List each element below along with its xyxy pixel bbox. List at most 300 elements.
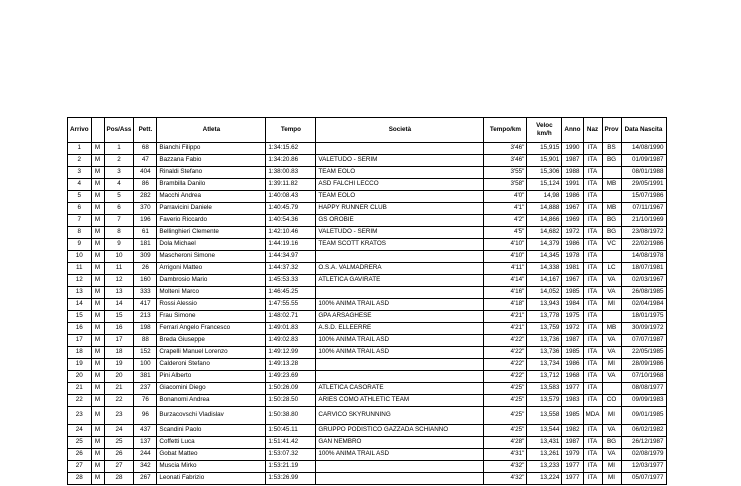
table-row <box>68 239 667 251</box>
cell-naz: ITA <box>583 203 602 215</box>
cell-pett: 137 <box>134 437 157 449</box>
cell-atleta: Molteni Marco <box>157 287 266 299</box>
cell-pett: 244 <box>134 449 157 461</box>
cell-arrivo: 15 <box>68 311 92 323</box>
cell-data-nascita: 02/08/1979 <box>621 449 666 461</box>
cell-anno: 1985 <box>562 407 583 425</box>
cell-tempo: 1:50:45.11 <box>266 425 316 437</box>
cell-data-nascita: 18/07/1981 <box>621 263 666 275</box>
cell-anno: 1985 <box>562 347 583 359</box>
cell-data-nascita: 12/03/1977 <box>621 461 666 473</box>
cell-pett: 61 <box>134 227 157 239</box>
cell-atleta: Frau Simone <box>157 311 266 323</box>
table-row <box>68 155 667 167</box>
cell-societa: GRUPPO PODISTICO GAZZADA SCHIANNO <box>316 425 484 437</box>
table-row <box>68 359 667 371</box>
cell-arrivo: 13 <box>68 287 92 299</box>
col-header-atleta: Atleta <box>157 118 266 143</box>
table-row <box>68 167 667 179</box>
cell-arrivo: 11 <box>68 263 92 275</box>
cell-tempo: 1:40:08.43 <box>266 191 316 203</box>
cell-societa: ASD FALCHI LECCO <box>316 179 484 191</box>
cell-veloc: 14,379 <box>527 239 562 251</box>
table-row <box>68 263 667 275</box>
cell-veloc: 13,759 <box>527 323 562 335</box>
cell-naz: ITA <box>583 299 602 311</box>
cell-tempo: 1:50:26.09 <box>266 383 316 395</box>
cell-tempo: 1:38:00.83 <box>266 167 316 179</box>
col-header-veloc: Veloc km/h <box>527 118 562 143</box>
cell-data-nascita: 02/03/1967 <box>621 275 666 287</box>
cell-pos-ass: 23 <box>104 407 134 425</box>
cell-tempo: 1:34:20.86 <box>266 155 316 167</box>
col-header-arrivo: Arrivo <box>68 118 92 143</box>
cell-tempo: 1:44:34.97 <box>266 251 316 263</box>
cell-anno: 1967 <box>562 275 583 287</box>
cell-atleta: Parravicini Daniele <box>157 203 266 215</box>
cell-societa: GAN NEMBRO <box>316 437 484 449</box>
cell-tempo-km: 4'18" <box>484 299 527 311</box>
cell-pos-ass: 11 <box>104 263 134 275</box>
cell-anno: 1969 <box>562 215 583 227</box>
cell-pett: 381 <box>134 371 157 383</box>
cell-pos-ass: 3 <box>104 167 134 179</box>
cell-anno: 1978 <box>562 251 583 263</box>
cell-tempo-km: 3'58" <box>484 179 527 191</box>
cell-tempo: 1:39:11.82 <box>266 179 316 191</box>
cell-veloc: 13,233 <box>527 461 562 473</box>
cell-atleta: Ferrari Angelo Francesco <box>157 323 266 335</box>
cell-sex: M <box>91 239 104 251</box>
cell-societa: ATLETICA GAVIRATE <box>316 275 484 287</box>
cell-pos-ass: 13 <box>104 287 134 299</box>
cell-data-nascita: 02/04/1984 <box>621 299 666 311</box>
cell-prov: VC <box>602 239 621 251</box>
cell-veloc: 13,583 <box>527 383 562 395</box>
cell-tempo-km: 4'21" <box>484 323 527 335</box>
cell-prov: BG <box>602 155 621 167</box>
cell-tempo: 1:47:55.55 <box>266 299 316 311</box>
cell-data-nascita: 07/07/1987 <box>621 335 666 347</box>
cell-societa: HAPPY RUNNER CLUB <box>316 203 484 215</box>
cell-pett: 47 <box>134 155 157 167</box>
table-row <box>68 191 667 203</box>
cell-prov <box>602 383 621 395</box>
table-row <box>68 287 667 299</box>
cell-prov: VA <box>602 335 621 347</box>
cell-naz: ITA <box>583 371 602 383</box>
cell-anno: 1979 <box>562 449 583 461</box>
cell-sex: M <box>91 359 104 371</box>
cell-arrivo: 16 <box>68 323 92 335</box>
cell-prov: MI <box>602 407 621 425</box>
cell-veloc: 13,431 <box>527 437 562 449</box>
cell-tempo: 1:50:38.80 <box>266 407 316 425</box>
cell-tempo-km: 4'10" <box>484 251 527 263</box>
cell-anno: 1977 <box>562 473 583 485</box>
cell-atleta: Macchi Andrea <box>157 191 266 203</box>
cell-tempo: 1:42:10.46 <box>266 227 316 239</box>
cell-pos-ass: 25 <box>104 437 134 449</box>
cell-prov <box>602 191 621 203</box>
cell-atleta: Faverio Riccardo <box>157 215 266 227</box>
cell-prov: MI <box>602 359 621 371</box>
cell-data-nascita: 07/11/1967 <box>621 203 666 215</box>
cell-prov: MB <box>602 203 621 215</box>
cell-naz: ITA <box>583 155 602 167</box>
cell-anno: 1986 <box>562 359 583 371</box>
cell-naz: ITA <box>583 227 602 239</box>
cell-veloc: 13,544 <box>527 425 562 437</box>
cell-societa <box>316 371 484 383</box>
cell-prov: MB <box>602 323 621 335</box>
cell-anno: 1987 <box>562 335 583 347</box>
cell-pos-ass: 1 <box>104 143 134 155</box>
cell-pos-ass: 21 <box>104 383 134 395</box>
cell-pett: 333 <box>134 287 157 299</box>
cell-societa: TEAM EOLO <box>316 167 484 179</box>
cell-sex: M <box>91 299 104 311</box>
cell-tempo-km: 4'16" <box>484 287 527 299</box>
cell-sex: M <box>91 155 104 167</box>
table-row <box>68 299 667 311</box>
cell-pett: 309 <box>134 251 157 263</box>
cell-pett: 213 <box>134 311 157 323</box>
table-row <box>68 323 667 335</box>
cell-arrivo: 19 <box>68 359 92 371</box>
cell-pos-ass: 18 <box>104 347 134 359</box>
cell-prov: VA <box>602 425 621 437</box>
cell-societa: VALETUDO - SERIM <box>316 155 484 167</box>
cell-pos-ass: 2 <box>104 155 134 167</box>
cell-data-nascita: 22/05/1985 <box>621 347 666 359</box>
col-header-prov: Prov <box>602 118 621 143</box>
cell-tempo-km: 4'25" <box>484 425 527 437</box>
table-row <box>68 425 667 437</box>
cell-pett: 160 <box>134 275 157 287</box>
cell-naz: ITA <box>583 449 602 461</box>
cell-pett: 417 <box>134 299 157 311</box>
cell-societa: GPA ARSAGHESE <box>316 311 484 323</box>
cell-tempo: 1:51:41.42 <box>266 437 316 449</box>
cell-data-nascita: 26/12/1987 <box>621 437 666 449</box>
cell-naz: ITA <box>583 359 602 371</box>
cell-tempo: 1:49:02.83 <box>266 335 316 347</box>
cell-anno: 1986 <box>562 239 583 251</box>
cell-atleta: Crapelli Manuel Lorenzo <box>157 347 266 359</box>
cell-naz: ITA <box>583 167 602 179</box>
cell-data-nascita: 28/09/1986 <box>621 359 666 371</box>
cell-tempo: 1:50:28.50 <box>266 395 316 407</box>
cell-societa <box>316 287 484 299</box>
cell-naz: ITA <box>583 425 602 437</box>
cell-veloc: 13,734 <box>527 359 562 371</box>
cell-atleta: Muscia Mirko <box>157 461 266 473</box>
cell-arrivo: 27 <box>68 461 92 473</box>
cell-tempo: 1:44:37.32 <box>266 263 316 275</box>
cell-prov: VA <box>602 449 621 461</box>
cell-naz: ITA <box>583 239 602 251</box>
cell-anno: 1990 <box>562 143 583 155</box>
cell-data-nascita: 23/08/1972 <box>621 227 666 239</box>
cell-anno: 1987 <box>562 437 583 449</box>
cell-sex: M <box>91 449 104 461</box>
cell-pos-ass: 27 <box>104 461 134 473</box>
table-row <box>68 461 667 473</box>
cell-arrivo: 1 <box>68 143 92 155</box>
cell-societa: VALETUDO - SERIM <box>316 227 484 239</box>
cell-anno: 1975 <box>562 311 583 323</box>
cell-pos-ass: 15 <box>104 311 134 323</box>
col-header-sex <box>91 118 104 143</box>
cell-tempo-km: 3'46" <box>484 155 527 167</box>
cell-veloc: 13,778 <box>527 311 562 323</box>
cell-anno: 1981 <box>562 263 583 275</box>
cell-data-nascita: 06/02/1982 <box>621 425 666 437</box>
cell-societa: ATLETICA CASORATE <box>316 383 484 395</box>
cell-naz: ITA <box>583 251 602 263</box>
cell-pett: 152 <box>134 347 157 359</box>
cell-atleta: Mascheroni Simone <box>157 251 266 263</box>
cell-naz: ITA <box>583 287 602 299</box>
cell-veloc: 15,306 <box>527 167 562 179</box>
cell-veloc: 13,736 <box>527 335 562 347</box>
cell-societa: GS OROBIE <box>316 215 484 227</box>
cell-atleta: Bonanomi Andrea <box>157 395 266 407</box>
cell-tempo: 1:49:12.99 <box>266 347 316 359</box>
cell-societa: 100% ANIMA TRAIL ASD <box>316 347 484 359</box>
cell-naz: ITA <box>583 437 602 449</box>
cell-arrivo: 8 <box>68 227 92 239</box>
cell-veloc: 13,579 <box>527 395 562 407</box>
cell-tempo-km: 4'32" <box>484 461 527 473</box>
cell-atleta: Gobat Matteo <box>157 449 266 461</box>
table-row <box>68 437 667 449</box>
cell-tempo-km: 4'22" <box>484 359 527 371</box>
cell-naz: ITA <box>583 335 602 347</box>
cell-anno: 1977 <box>562 461 583 473</box>
cell-data-nascita: 07/10/1968 <box>621 371 666 383</box>
cell-tempo-km: 3'55" <box>484 167 527 179</box>
cell-tempo-km: 4'5" <box>484 227 527 239</box>
cell-pos-ass: 22 <box>104 395 134 407</box>
cell-sex: M <box>91 287 104 299</box>
cell-sex: M <box>91 473 104 485</box>
cell-prov: CO <box>602 395 621 407</box>
cell-tempo: 1:53:26.99 <box>266 473 316 485</box>
cell-pett: 88 <box>134 335 157 347</box>
cell-veloc: 13,736 <box>527 347 562 359</box>
cell-sex: M <box>91 335 104 347</box>
cell-pett: 282 <box>134 191 157 203</box>
table-row <box>68 215 667 227</box>
cell-arrivo: 28 <box>68 473 92 485</box>
cell-data-nascita: 09/01/1985 <box>621 407 666 425</box>
cell-pos-ass: 20 <box>104 371 134 383</box>
cell-arrivo: 4 <box>68 179 92 191</box>
cell-arrivo: 10 <box>68 251 92 263</box>
cell-societa <box>316 473 484 485</box>
cell-data-nascita: 21/10/1969 <box>621 215 666 227</box>
cell-data-nascita: 15/07/1986 <box>621 191 666 203</box>
cell-tempo-km: 3'46" <box>484 143 527 155</box>
cell-veloc: 14,98 <box>527 191 562 203</box>
cell-sex: M <box>91 167 104 179</box>
cell-data-nascita: 14/08/1978 <box>621 251 666 263</box>
cell-veloc: 15,901 <box>527 155 562 167</box>
cell-pett: 26 <box>134 263 157 275</box>
cell-tempo-km: 4'22" <box>484 347 527 359</box>
cell-prov: BG <box>602 215 621 227</box>
cell-tempo: 1:45:53.33 <box>266 275 316 287</box>
cell-data-nascita: 08/08/1977 <box>621 383 666 395</box>
cell-prov: VA <box>602 347 621 359</box>
cell-arrivo: 9 <box>68 239 92 251</box>
col-header-naz: Naz <box>583 118 602 143</box>
cell-veloc: 14,888 <box>527 203 562 215</box>
table-row <box>68 251 667 263</box>
cell-arrivo: 22 <box>68 395 92 407</box>
cell-sex: M <box>91 347 104 359</box>
cell-data-nascita: 08/01/1988 <box>621 167 666 179</box>
cell-pett: 68 <box>134 143 157 155</box>
cell-atleta: Dola Michael <box>157 239 266 251</box>
cell-atleta: Calderoni Stefano <box>157 359 266 371</box>
col-header-data-nascita: Data Nascita <box>621 118 666 143</box>
cell-tempo: 1:49:13.28 <box>266 359 316 371</box>
cell-sex: M <box>91 371 104 383</box>
cell-arrivo: 7 <box>68 215 92 227</box>
cell-tempo: 1:44:19.16 <box>266 239 316 251</box>
cell-veloc: 14,338 <box>527 263 562 275</box>
table-row <box>68 311 667 323</box>
col-header-tempo-km: Tempo/km <box>484 118 527 143</box>
col-header-anno: Anno <box>562 118 583 143</box>
cell-pos-ass: 19 <box>104 359 134 371</box>
cell-atleta: Bianchi Filippo <box>157 143 266 155</box>
cell-veloc: 13,712 <box>527 371 562 383</box>
cell-anno: 1991 <box>562 179 583 191</box>
cell-data-nascita: 18/01/1975 <box>621 311 666 323</box>
cell-data-nascita: 09/09/1983 <box>621 395 666 407</box>
cell-tempo-km: 4'28" <box>484 437 527 449</box>
cell-pos-ass: 26 <box>104 449 134 461</box>
cell-sex: M <box>91 203 104 215</box>
cell-naz: ITA <box>583 275 602 287</box>
cell-tempo: 1:48:02.71 <box>266 311 316 323</box>
cell-anno: 1985 <box>562 287 583 299</box>
cell-sex: M <box>91 275 104 287</box>
cell-arrivo: 24 <box>68 425 92 437</box>
col-header-pos-ass: Pos/Ass <box>104 118 134 143</box>
cell-pett: 237 <box>134 383 157 395</box>
cell-sex: M <box>91 311 104 323</box>
cell-societa: ARIES COMO ATHLETIC TEAM <box>316 395 484 407</box>
cell-tempo-km: 4'1" <box>484 203 527 215</box>
table-row <box>68 335 667 347</box>
cell-arrivo: 2 <box>68 155 92 167</box>
cell-sex: M <box>91 143 104 155</box>
cell-arrivo: 20 <box>68 371 92 383</box>
cell-pett: 198 <box>134 323 157 335</box>
cell-veloc: 14,682 <box>527 227 562 239</box>
cell-naz: ITA <box>583 461 602 473</box>
cell-atleta: Bazzana Fabio <box>157 155 266 167</box>
table-row <box>68 347 667 359</box>
cell-data-nascita: 30/09/1972 <box>621 323 666 335</box>
cell-anno: 1988 <box>562 167 583 179</box>
cell-societa <box>316 143 484 155</box>
col-header-societa: Società <box>316 118 484 143</box>
cell-naz: ITA <box>583 179 602 191</box>
table-row <box>68 227 667 239</box>
cell-prov: MI <box>602 299 621 311</box>
cell-pett: 370 <box>134 203 157 215</box>
cell-sex: M <box>91 263 104 275</box>
cell-societa: TEAM EOLO <box>316 191 484 203</box>
cell-atleta: Bellinghieri Clemente <box>157 227 266 239</box>
cell-arrivo: 25 <box>68 437 92 449</box>
cell-tempo-km: 4'2" <box>484 215 527 227</box>
cell-arrivo: 26 <box>68 449 92 461</box>
cell-tempo: 1:49:01.83 <box>266 323 316 335</box>
cell-sex: M <box>91 395 104 407</box>
cell-naz: ITA <box>583 215 602 227</box>
cell-tempo-km: 4'14" <box>484 275 527 287</box>
col-header-tempo: Tempo <box>266 118 316 143</box>
cell-societa: TEAM SCOTT KRATOS <box>316 239 484 251</box>
cell-atleta: Rinaldi Stefano <box>157 167 266 179</box>
table-row <box>68 407 667 425</box>
cell-pos-ass: 17 <box>104 335 134 347</box>
cell-sex: M <box>91 425 104 437</box>
cell-arrivo: 3 <box>68 167 92 179</box>
table-row <box>68 371 667 383</box>
cell-tempo: 1:53:21.19 <box>266 461 316 473</box>
cell-tempo: 1:46:45.25 <box>266 287 316 299</box>
cell-societa: O.S.A. VALMADRERA <box>316 263 484 275</box>
cell-anno: 1984 <box>562 299 583 311</box>
cell-sex: M <box>91 179 104 191</box>
cell-veloc: 13,261 <box>527 449 562 461</box>
cell-atleta: Breda Giuseppe <box>157 335 266 347</box>
cell-societa: CARVICO SKYRUNNING <box>316 407 484 425</box>
cell-veloc: 14,052 <box>527 287 562 299</box>
cell-atleta: Leonati Fabrizio <box>157 473 266 485</box>
cell-veloc: 15,915 <box>527 143 562 155</box>
cell-arrivo: 21 <box>68 383 92 395</box>
cell-naz: ITA <box>583 143 602 155</box>
cell-atleta: Dambrosio Mario <box>157 275 266 287</box>
cell-sex: M <box>91 215 104 227</box>
cell-arrivo: 6 <box>68 203 92 215</box>
cell-veloc: 14,866 <box>527 215 562 227</box>
cell-anno: 1986 <box>562 191 583 203</box>
cell-tempo: 1:40:54.36 <box>266 215 316 227</box>
cell-sex: M <box>91 251 104 263</box>
cell-tempo-km: 4'25" <box>484 395 527 407</box>
cell-veloc: 15,124 <box>527 179 562 191</box>
cell-pett: 404 <box>134 167 157 179</box>
cell-data-nascita: 01/09/1987 <box>621 155 666 167</box>
cell-pos-ass: 6 <box>104 203 134 215</box>
cell-pett: 96 <box>134 407 157 425</box>
cell-tempo: 1:34:15.62 <box>266 143 316 155</box>
cell-arrivo: 14 <box>68 299 92 311</box>
cell-prov <box>602 311 621 323</box>
cell-atleta: Brambilla Danilo <box>157 179 266 191</box>
cell-pos-ass: 24 <box>104 425 134 437</box>
